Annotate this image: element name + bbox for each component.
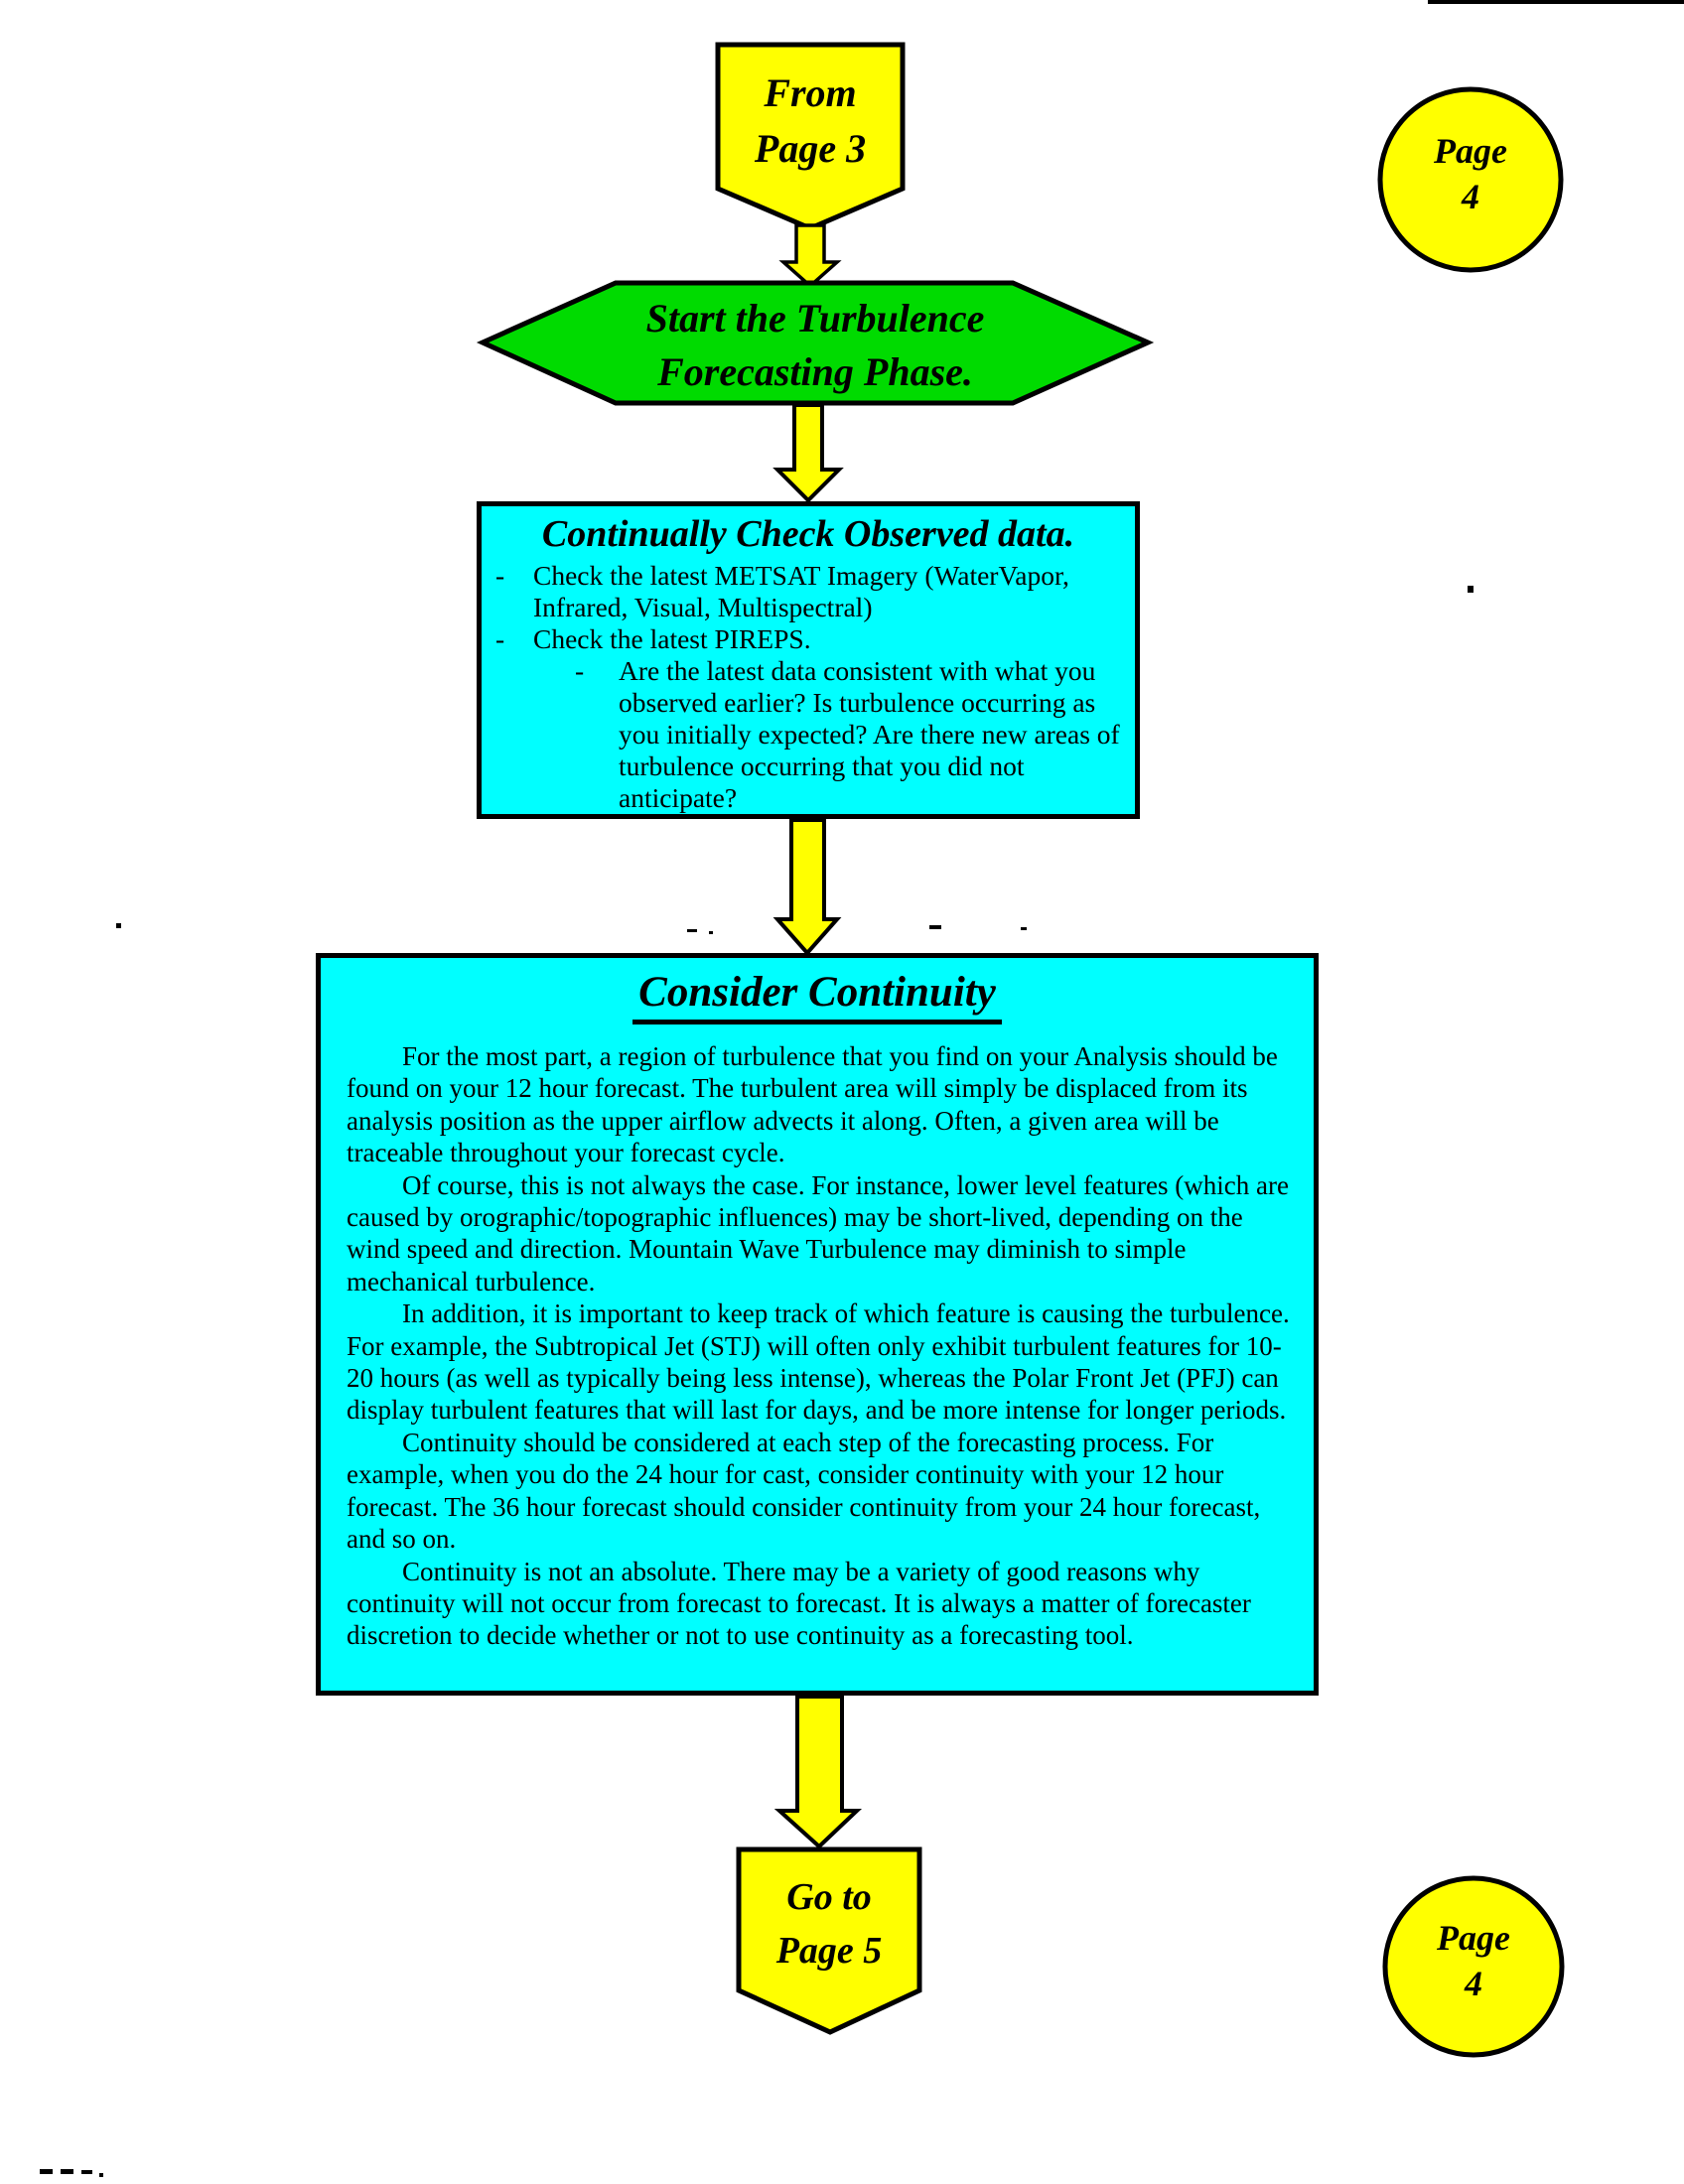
scan-artifact	[99, 2173, 103, 2177]
page-badge-bottom-line1: Page	[1437, 1918, 1510, 1958]
page-badge-top-line2: 4	[1462, 177, 1479, 216]
down-arrow-icon	[776, 1696, 860, 1849]
start-phase-line2: Forecasting Phase.	[657, 349, 973, 394]
consider-continuity-box	[316, 953, 1319, 1696]
page-badge-top	[1376, 85, 1565, 274]
start-phase-label	[480, 292, 1151, 399]
from-page-line2: Page 3	[754, 126, 867, 171]
page-badge-top-line1: Page	[1434, 131, 1507, 171]
goto-page-line2: Page 5	[775, 1930, 883, 1972]
dash-bullet-icon: -	[575, 655, 585, 686]
scan-artifact	[929, 925, 941, 929]
down-arrow-icon	[774, 819, 840, 956]
page-badge-bottom	[1381, 1874, 1566, 2059]
check-observed-box	[477, 501, 1140, 819]
paragraph: For the most part, a region of turbulence that you find on your Analysis should be found on your 12 hour forecast. The turbulent area will simply be displaced from its analysis position as the upper airflow advects it along. Often, a given area will be traceable throughout your forecast cycle.	[347, 1041, 1278, 1168]
scan-artifact	[81, 2170, 92, 2174]
start-phase-line1: Start the Turbulence	[645, 296, 985, 341]
goto-page-line1: Go to	[786, 1876, 872, 1918]
scan-artifact	[61, 2169, 73, 2174]
consider-continuity-title	[321, 968, 1314, 1024]
from-page-label	[717, 66, 904, 177]
scan-artifact	[1021, 927, 1027, 930]
consider-continuity-title-text: Consider Continuity	[632, 968, 1002, 1024]
scan-artifact	[40, 2169, 53, 2174]
list-item	[490, 623, 1135, 655]
paragraph: In addition, it is important to keep track of which feature is causing the turbulence. For example, the Subtropical Jet (STJ) will often only exhibit turbulent features for 10-20 hours (as well as typically being less intense), whereas the Polar Front Jet (PFJ) can display turbulent features that will last for days, and be more intense for longer periods.	[347, 1298, 1290, 1426]
down-arrow-icon	[780, 224, 840, 288]
from-page-line1: From	[764, 70, 857, 115]
list-item-text: Check the latest PIREPS.	[533, 623, 811, 654]
paragraph: Continuity should be considered at each step of the forecasting process. For example, when you do the 24 hour for cast, consider continuity with your 12 hour forecast. The 36 hour forecast should consider continuity from your 24 hour forecast, and so on.	[347, 1427, 1261, 1555]
list-item-text: Check the latest METSAT Imagery (WaterVapor, Infrared, Visual, Multispectral)	[533, 560, 1069, 622]
paragraph: Of course, this is not always the case. For instance, lower level features (which are caused by orographic/topographic influences) may be short-lived, depending on the wind speed and direction. Mountain Wave Turbulence may diminish to simple mechanical turbulence.	[347, 1169, 1289, 1297]
scan-artifact	[687, 929, 697, 932]
paragraph: Continuity is not an absolute. There may be a variety of good reasons why continuity will not occur from forecast to forecast. It is always a matter of forecaster discretion to decide whether or not to use continuity as a forecasting tool.	[347, 1556, 1251, 1651]
dash-bullet-icon: -	[495, 623, 505, 654]
list-item	[490, 560, 1135, 623]
goto-page-label	[736, 1870, 922, 1978]
list-item-text: Are the latest data consistent with what you observed earlier? Is turbulence occurring as you initially expected? Are there new areas of turbulence occurring that you did not anticipate?	[619, 655, 1120, 813]
down-arrow-icon	[774, 404, 842, 503]
page-badge-bottom-line2: 4	[1465, 1964, 1482, 2003]
list-item	[569, 655, 1135, 814]
scan-artifact	[1428, 0, 1684, 4]
dash-bullet-icon: -	[495, 560, 505, 591]
scan-artifact	[116, 923, 121, 928]
scan-artifact	[1468, 586, 1474, 593]
scan-artifact	[709, 931, 713, 934]
check-observed-title: Continually Check Observed data.	[541, 513, 1075, 555]
